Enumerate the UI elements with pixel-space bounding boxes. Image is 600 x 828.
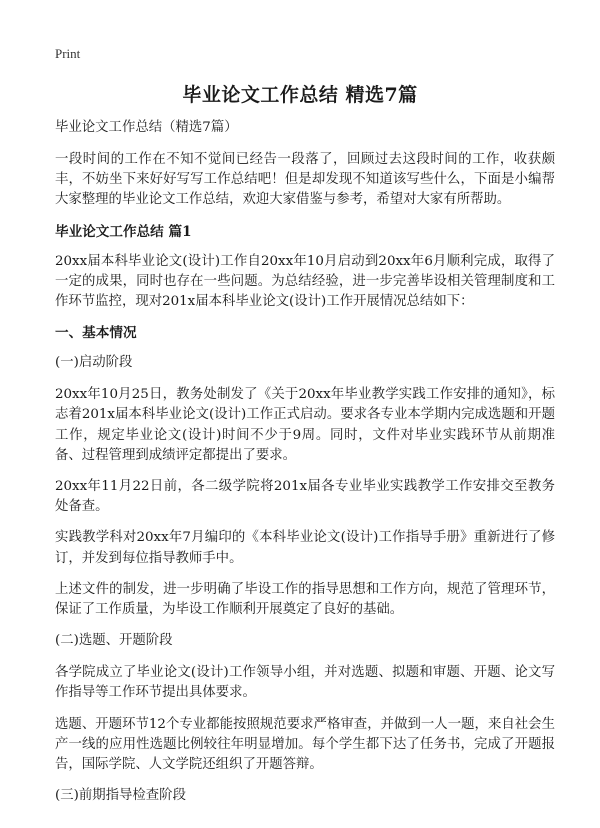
section-title: 毕业论文工作总结 篇1 <box>55 223 192 240</box>
document-body <box>55 118 555 818</box>
intro-paragraph: 一段时间的工作在不知不觉间已经告一段落了，回顾过去这段时间的工作，收获颇丰，不妨坐下来好好写写工作总结吧！但是却发现不知道该写些什么，下面是小编帮大家整理的毕业论文工作总结，欢迎大家借鉴与参考，希望对大家有所帮助。 <box>55 152 555 208</box>
page-title: 毕业论文工作总结 精选7篇 <box>182 84 418 106</box>
paragraph-7: 选题、开题环节12个专业都能按照规范要求严格审查，并做到一人一题，来自社会生产一线的应用性选题比例较往年明显增加。每个学生都下达了任务书，完成了开题报告，国际学院、人文学院还组织了开题答辩。 <box>55 716 555 773</box>
subheading-startup-stage: (一)启动阶段 <box>55 355 133 371</box>
doc-subtitle: 毕业论文工作总结（精选7篇） <box>55 120 238 135</box>
subheading-topic-stage: (二)选题、开题阶段 <box>55 633 173 649</box>
paragraph-2: 20xx年10月25日，教务处制发了《关于20xx年毕业教学实践工作安排的通知》，标志着201x届本科毕业论文(设计)工作正式启动。要求各专业本学期内完成选题和开题工作，规定毕业论文(设计)时间不少于9周。同时，文件对毕业实践环节从前期准备、过程管理到成绩评定都提出了要求。 <box>55 387 555 463</box>
paragraph-3: 20xx年11月22日前，各二级学院将201x届各专业毕业实践教学工作安排交至教务处备查。 <box>55 479 555 515</box>
subheading-early-guidance-stage: (三)前期指导检查阶段 <box>55 788 186 804</box>
paragraph-4: 实践教学科对20xx年7月编印的《本科毕业论文(设计)工作指导手册》重新进行了修订，并发到每位指导教师手中。 <box>55 530 555 566</box>
paragraph-5: 上述文件的制发，进一步明确了毕设工作的指导思想和工作方向，规范了管理环节，保证了工作质量，为毕设工作顺利开展奠定了良好的基础。 <box>55 581 555 618</box>
paragraph-6: 各学院成立了毕业论文(设计)工作领导小组，并对选题、拟题和审题、开题、论文写作指导等工作环节提出具体要求。 <box>55 665 555 701</box>
heading-basic-situation: 一、基本情况 <box>55 325 137 342</box>
paragraph-1: 20xx届本科毕业论文(设计)工作自20xx年10月启动到20xx年6月顺利完成，取得了一定的成果，同时也存在一些问题。为总结经验，进一步完善毕设相关管理制度和工作环节监控，现对201x届本科毕业论文(设计)工作开展情况总结如下： <box>55 253 555 310</box>
print-link[interactable]: Print <box>55 46 81 61</box>
